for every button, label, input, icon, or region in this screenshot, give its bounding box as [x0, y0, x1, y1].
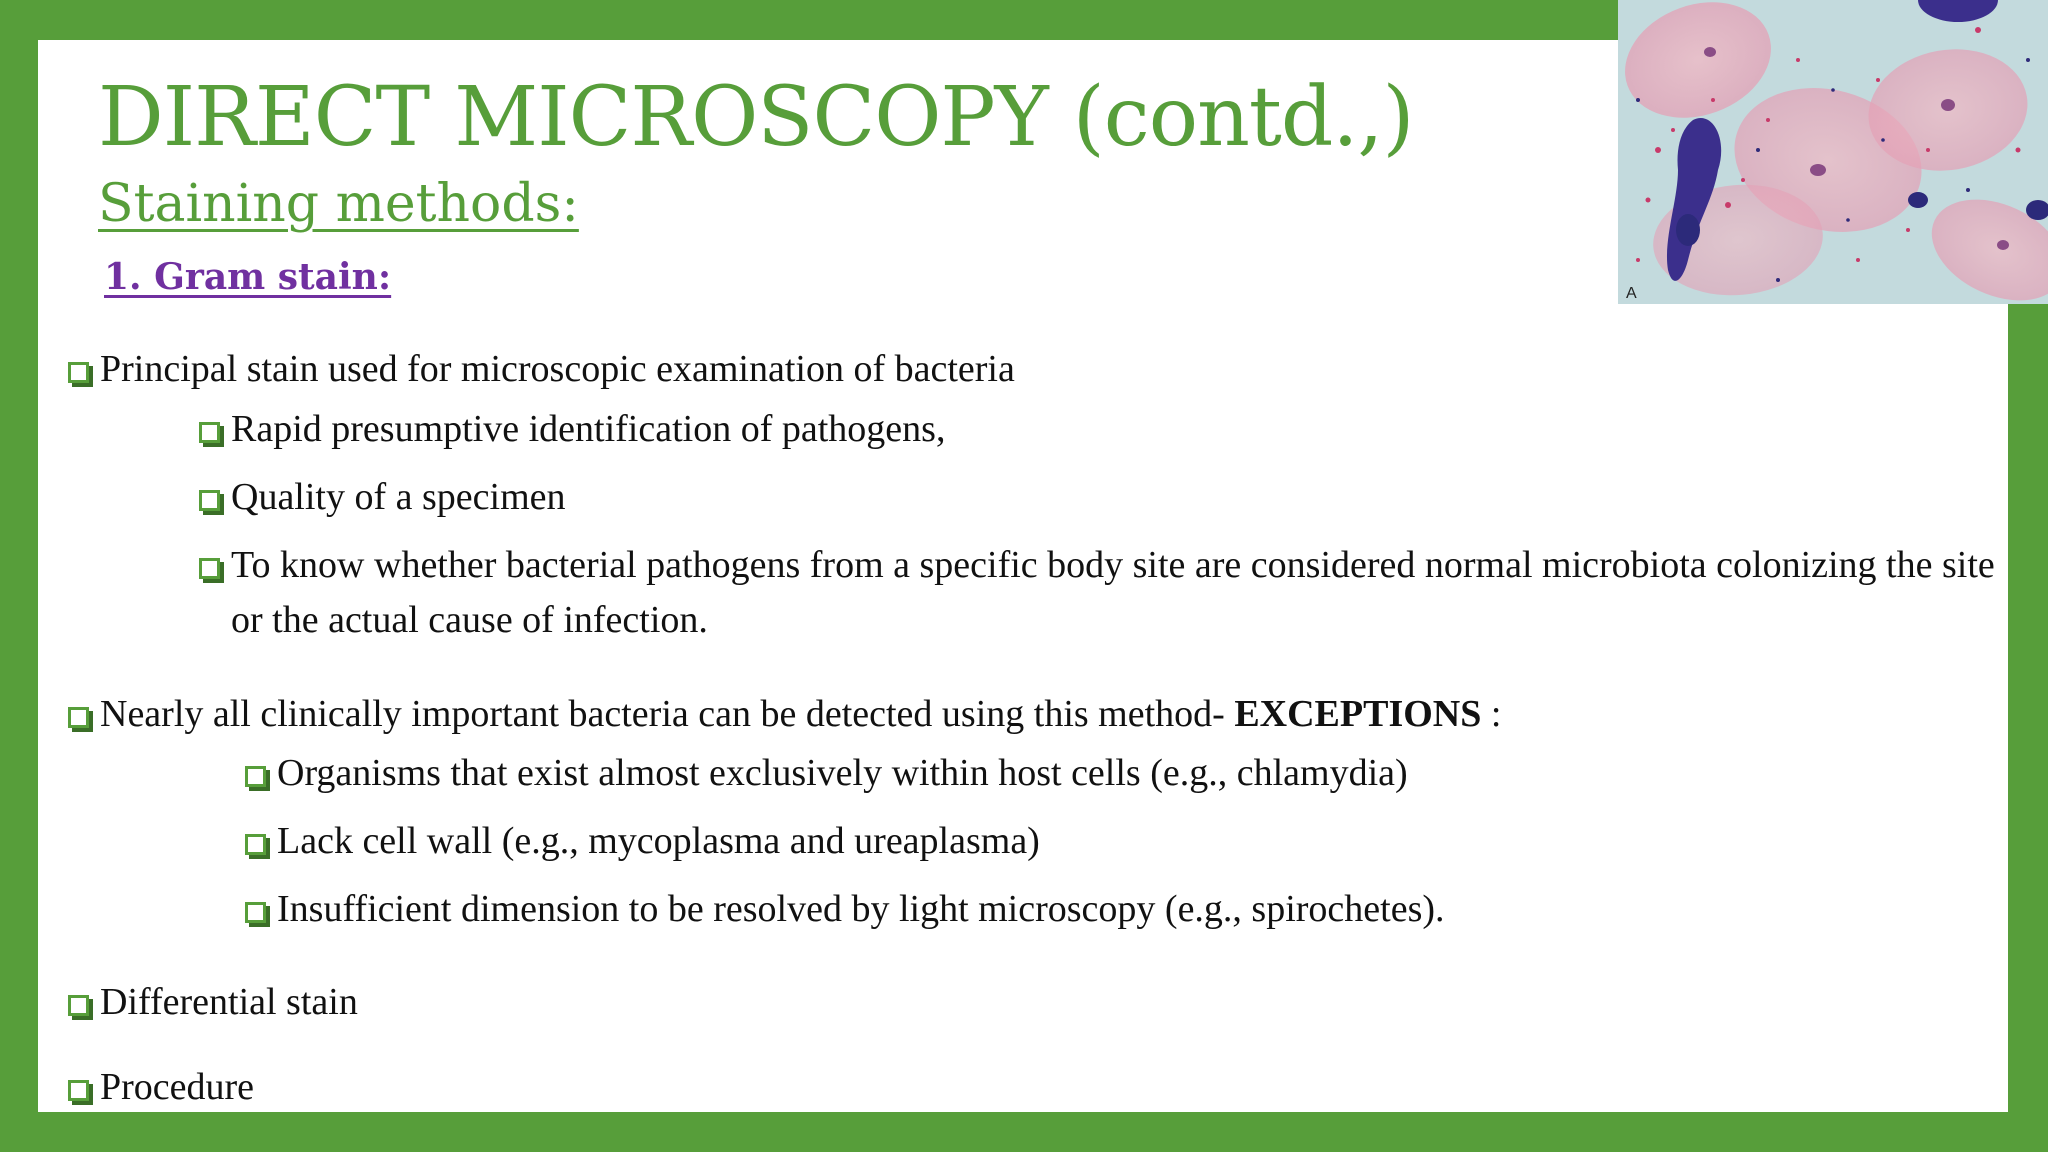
- checkbox-bullet-icon: [199, 422, 220, 443]
- exceptions-intro-text: Nearly all clinically important bacteria can be detected using this method-: [100, 693, 1235, 735]
- gram-stain-micrograph: [1618, 0, 2048, 304]
- checkbox-bullet-icon: [68, 362, 89, 383]
- bullet-exceptions: [68, 687, 1501, 742]
- bullet-dimension: Insufficient dimension to be resolved by light microscopy (e.g., spirochetes).: [245, 882, 1445, 937]
- bullet-rapid-identification: Rapid presumptive identification of pathogens,: [199, 402, 945, 457]
- bullet-differential-stain: Differential stain: [68, 975, 358, 1030]
- exceptions-emphasis: EXCEPTIONS: [1234, 693, 1482, 735]
- checkbox-bullet-icon: [245, 766, 266, 787]
- bullet-procedure: Procedure: [68, 1060, 254, 1115]
- checkbox-bullet-icon: [245, 834, 266, 855]
- exceptions-tail: :: [1481, 693, 1502, 735]
- section-heading: 1. Gram stain:: [104, 256, 392, 298]
- checkbox-bullet-icon: [68, 707, 89, 728]
- checkbox-bullet-icon: [68, 995, 89, 1016]
- bullet-specimen-quality: Quality of a specimen: [199, 470, 566, 525]
- checkbox-bullet-icon: [245, 902, 266, 923]
- checkbox-bullet-icon: [199, 490, 220, 511]
- micrograph-label: A: [1626, 285, 1637, 302]
- bullet-cell-wall: Lack cell wall (e.g., mycoplasma and ureaplasma): [245, 814, 1040, 869]
- slide-title: DIRECT MICROSCOPY (contd.,): [98, 70, 1414, 165]
- slide-subtitle: Staining methods:: [98, 174, 579, 234]
- checkbox-bullet-icon: [199, 558, 220, 579]
- bullet-intracellular: Organisms that exist almost exclusively within host cells (e.g., chlamydia): [245, 746, 1408, 801]
- bullet-normal-microbiota: To know whether bacterial pathogens from a specific body site are considered normal microbiota colonizing the site or the actual cause of infection.: [199, 538, 2029, 648]
- bullet-principal-stain: Principal stain used for microscopic examination of bacteria: [68, 342, 1015, 397]
- checkbox-bullet-icon: [68, 1080, 89, 1101]
